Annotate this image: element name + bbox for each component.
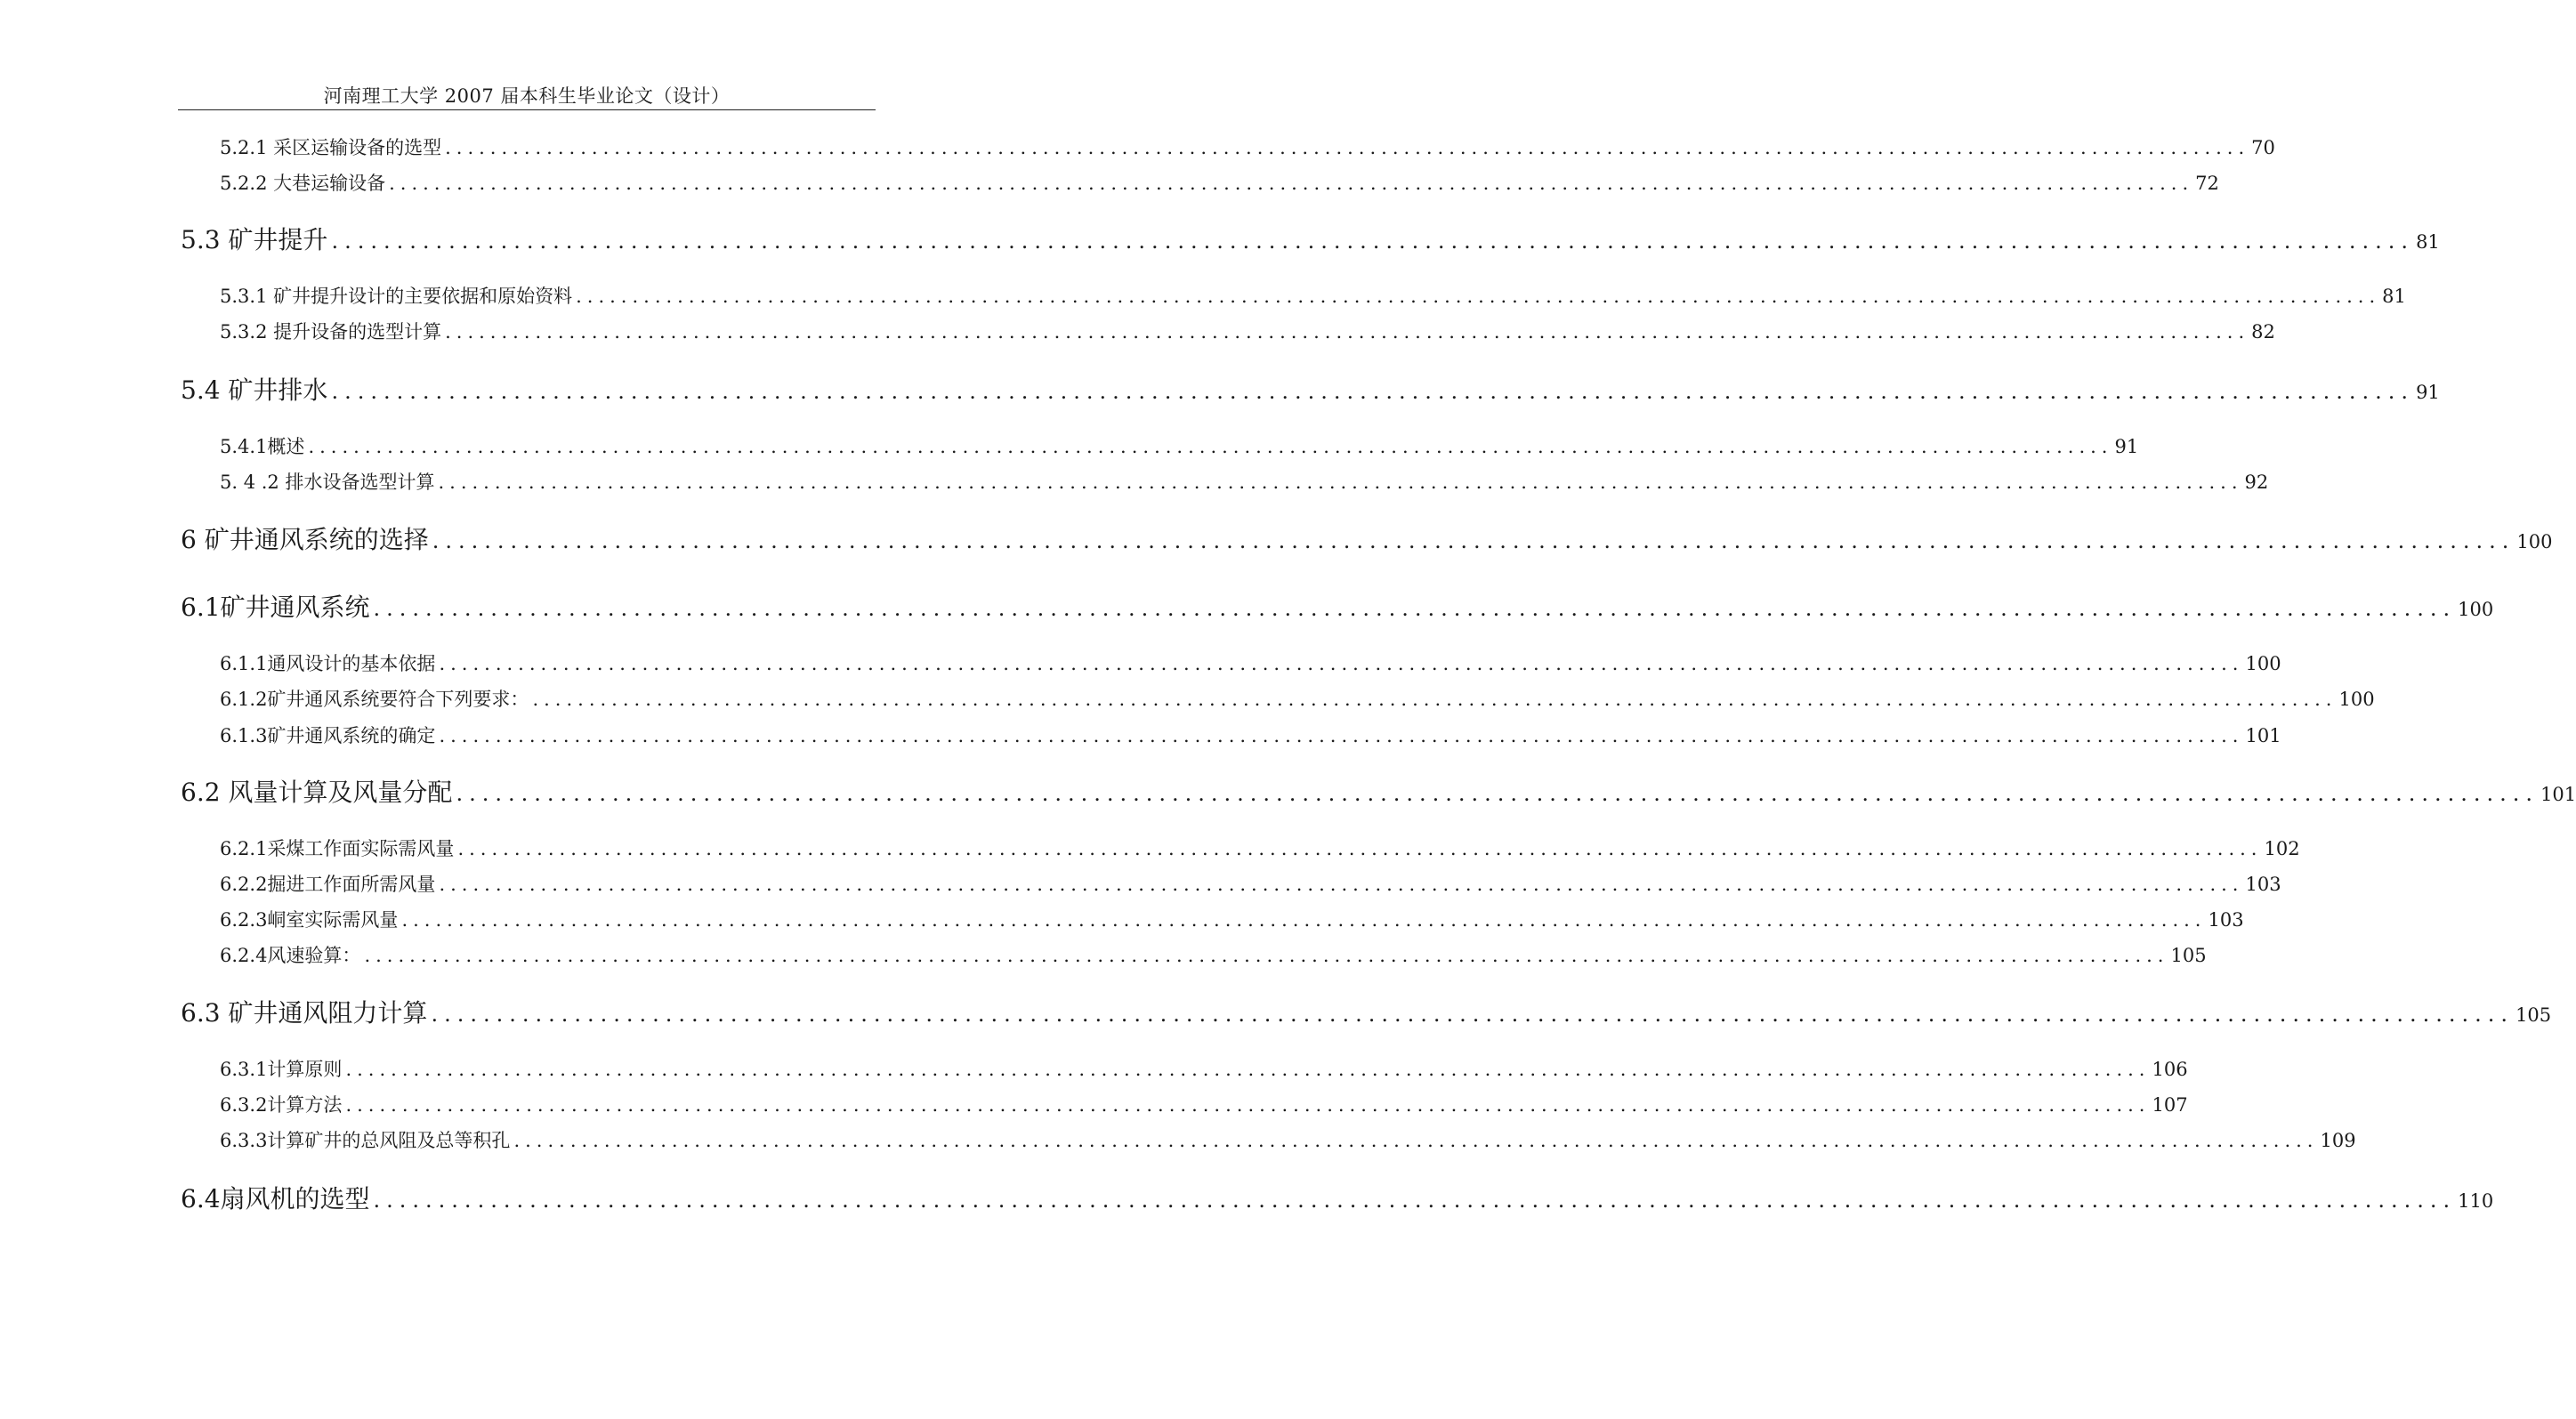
- toc-entry-page: 82: [2251, 321, 2275, 343]
- toc-entry-label: 6.1.3矿井通风系统的确定: [220, 725, 436, 746]
- toc-entry: [220, 722, 2281, 749]
- toc-entry-page: 100: [2516, 531, 2553, 552]
- toc-leader-dots: ................................................................................................................................................................: [331, 379, 2415, 404]
- toc-entry: [220, 170, 2219, 197]
- toc-entry-label: 6.2 风量计算及风量分配: [181, 778, 453, 807]
- toc-leader-dots: ................................................................................................................................................................: [438, 472, 2243, 493]
- toc-leader-dots: ................................................................................................................................................................: [457, 838, 2263, 859]
- toc-entry: [220, 835, 2300, 862]
- toc-entry: [220, 318, 2275, 345]
- toc-entry-page: 92: [2244, 472, 2269, 493]
- toc-entry-page: 102: [2264, 838, 2300, 859]
- toc-entry-label: 6.2.2掘进工作面所需风量: [220, 874, 436, 895]
- toc-entry: [220, 134, 2275, 161]
- toc-entry-label: 5.3 矿井提升: [181, 225, 328, 254]
- toc-entry-page: 103: [2245, 874, 2281, 895]
- toc-entry: [220, 283, 2406, 310]
- toc-leader-dots: ................................................................................................................................................................: [576, 286, 2381, 307]
- toc-entry-label: 6.2.3峒室实际需风量: [220, 909, 399, 931]
- toc-entry-label: 5.3.1 矿井提升设计的主要依据和原始资料: [220, 286, 573, 307]
- toc-entry-label: 6.3.2计算方法: [220, 1094, 343, 1116]
- toc-entry-page: 107: [2152, 1094, 2188, 1116]
- toc-leader-dots: ................................................................................................................................................................: [432, 528, 2515, 553]
- toc-entry-page: 91: [2114, 436, 2139, 457]
- toc-leader-dots: ................................................................................................................................................................: [439, 725, 2244, 746]
- toc-entry-label: 5. 4 .2 排水设备选型计算: [220, 472, 435, 493]
- toc-entry: [220, 907, 2244, 933]
- toc-leader-dots: ................................................................................................................................................................: [364, 945, 2169, 966]
- toc-entry-label: 6.1.2矿井通风系统要符合下列要求：: [220, 689, 529, 710]
- toc-entry-page: 72: [2195, 173, 2219, 194]
- toc-leader-dots: ................................................................................................................................................................: [431, 1002, 2515, 1027]
- toc-entry: [181, 775, 2576, 810]
- toc-entry: [181, 522, 2553, 558]
- toc-entry-label: 6.1矿井通风系统: [181, 593, 370, 622]
- toc-entry-page: 100: [2458, 599, 2494, 620]
- toc-entry-label: 6 矿井通风系统的选择: [181, 525, 429, 554]
- toc-entry: [220, 469, 2269, 496]
- toc-entry-label: 6.3 矿井通风阻力计算: [181, 998, 428, 1028]
- toc-entry-label: 6.2.4风速验算：: [220, 945, 361, 966]
- toc-leader-dots: ................................................................................................................................................................: [389, 173, 2194, 194]
- toc-entry-page: 100: [2245, 653, 2281, 674]
- toc-leader-dots: ................................................................................................................................................................: [532, 689, 2338, 710]
- toc-entry-page: 103: [2208, 909, 2244, 931]
- toc-entry: [181, 222, 2440, 258]
- toc-leader-dots: ................................................................................................................................................................: [513, 1130, 2319, 1151]
- toc-entry-page: 101: [2245, 725, 2281, 746]
- toc-entry-label: 6.3.3计算矿井的总风阻及总等积孔: [220, 1130, 511, 1151]
- toc-entry-label: 6.3.1计算原则: [220, 1059, 343, 1080]
- toc-entry: [181, 590, 2494, 625]
- toc-entry: [220, 686, 2375, 713]
- toc-entry-page: 100: [2338, 689, 2375, 710]
- toc-entry-page: 109: [2320, 1130, 2356, 1151]
- toc-entry-page: 101: [2540, 784, 2576, 805]
- toc-entry-label: 5.4.1概述: [220, 436, 305, 457]
- toc-entry-page: 110: [2458, 1190, 2494, 1212]
- toc-leader-dots: ................................................................................................................................................................: [373, 1188, 2457, 1213]
- toc-entry: [220, 1127, 2356, 1154]
- toc-leader-dots: ................................................................................................................................................................: [345, 1094, 2151, 1116]
- toc-entry: [220, 1056, 2188, 1083]
- toc-entry-page: 105: [2170, 945, 2207, 966]
- toc-entry-page: 106: [2152, 1059, 2188, 1080]
- toc-entry-label: 5.2.1 采区运输设备的选型: [220, 137, 442, 158]
- toc-entry: [181, 996, 2552, 1031]
- toc-entry: [220, 1092, 2188, 1118]
- toc-leader-dots: ................................................................................................................................................................: [331, 229, 2415, 254]
- toc-leader-dots: ................................................................................................................................................................: [373, 596, 2457, 621]
- toc-entry-page: 81: [2416, 231, 2440, 253]
- toc-entry-page: 81: [2382, 286, 2406, 307]
- toc-leader-dots: ................................................................................................................................................................: [439, 653, 2244, 674]
- toc-leader-dots: ................................................................................................................................................................: [401, 909, 2207, 931]
- toc-entry-label: 5.4 矿井排水: [181, 375, 328, 405]
- toc-leader-dots: ................................................................................................................................................................: [439, 874, 2244, 895]
- toc-entry: [220, 650, 2281, 677]
- toc-entry-label: 5.3.2 提升设备的选型计算: [220, 321, 442, 343]
- toc-entry: [181, 1181, 2494, 1217]
- toc-entry-page: 105: [2515, 1004, 2552, 1026]
- page-header-title: 河南理工大学 2007 届本科生毕业论文（设计）: [323, 85, 731, 107]
- toc-leader-dots: ................................................................................................................................................................: [445, 137, 2250, 158]
- toc-leader-dots: ................................................................................................................................................................: [445, 321, 2250, 343]
- toc-leader-dots: ................................................................................................................................................................: [345, 1059, 2151, 1080]
- toc-entry: [220, 433, 2139, 460]
- toc-entry-label: 6.4扇风机的选型: [181, 1184, 370, 1213]
- toc-leader-dots: ................................................................................................................................................................: [308, 436, 2113, 457]
- toc-leader-dots: ................................................................................................................................................................: [456, 781, 2540, 806]
- toc-entry-page: 70: [2251, 137, 2275, 158]
- toc-entry-label: 6.1.1通风设计的基本依据: [220, 653, 436, 674]
- toc-entry-page: 91: [2416, 382, 2440, 403]
- toc-entry: [220, 871, 2281, 898]
- toc-entry: [181, 373, 2440, 408]
- toc-entry-label: 5.2.2 大巷运输设备: [220, 173, 386, 194]
- toc-entry: [220, 942, 2207, 969]
- toc-entry-label: 6.2.1采煤工作面实际需风量: [220, 838, 455, 859]
